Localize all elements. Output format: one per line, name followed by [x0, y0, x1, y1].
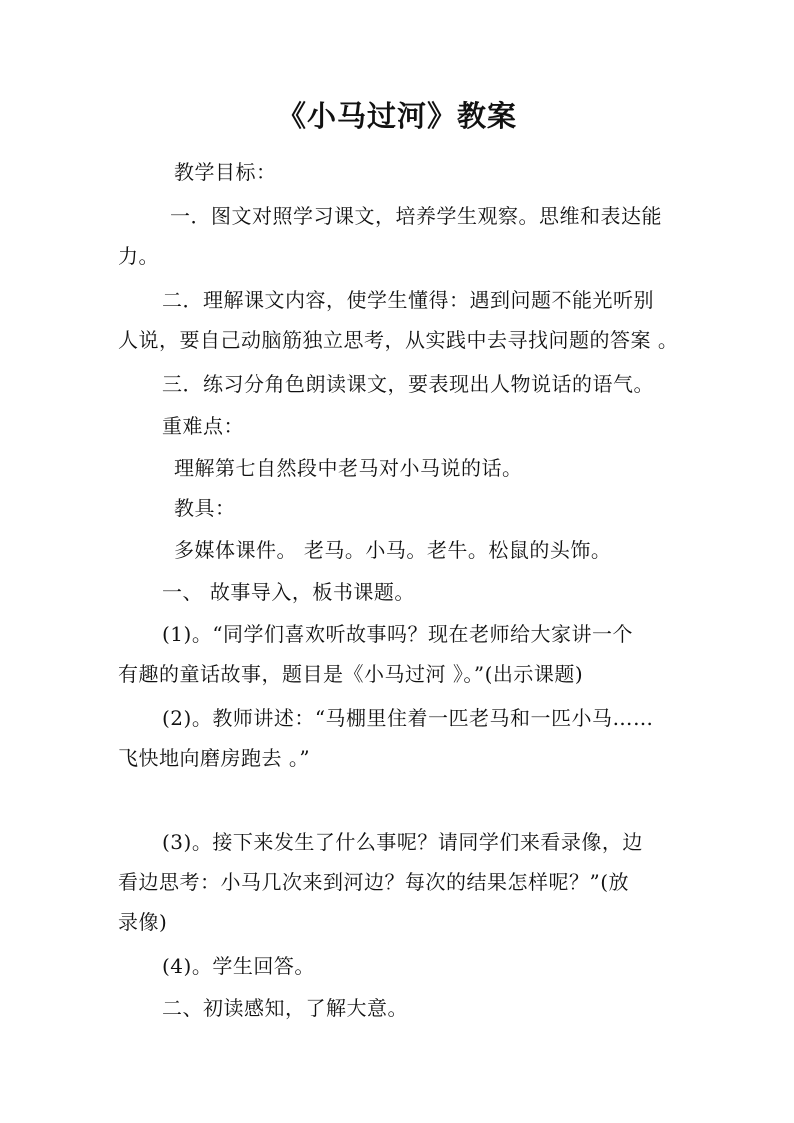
step-1-item-4: (4)。学生回答。 [162, 954, 315, 978]
step-1-item-2-line-2: 飞快地向磨房跑去 。” [118, 746, 311, 770]
section-heading-key-points: 重难点： [162, 414, 244, 438]
step-1-item-3-line-3: 录像) [118, 910, 168, 934]
objective-2-line-2: 人说，要自己动脑筋独立思考，从实践中去寻找问题的答案 。 [118, 328, 679, 352]
document-title: 《小马过河》教案 [276, 99, 517, 133]
objective-1-line-2: 力。 [118, 244, 159, 268]
step-1-item-2-line-1: (2)。教师讲述：“马棚里住着一匹老马和一匹小马…… [162, 706, 654, 730]
step-1-item-1-line-1: (1)。“同学们喜欢听故事吗？现在老师给大家讲一个 [162, 622, 634, 646]
step-1-item-1-line-2: 有趣的童话故事，题目是《小马过河 》。”(出示课题) [118, 662, 584, 686]
step-1-item-3-line-2: 看边思考：小马几次来到河边？每次的结果怎样呢？”(放 [118, 870, 630, 894]
key-point-text: 理解第七自然段中老马对小马说的话。 [174, 456, 523, 480]
step-2-heading: 二、初读感知，了解大意。 [162, 996, 408, 1020]
teaching-aids-text: 多媒体课件。 老马。小马。老牛。松鼠的头饰。 [174, 538, 612, 562]
step-1-heading: 一、 故事导入，板书课题。 [162, 580, 415, 604]
objective-2-line-1: 二．理解课文内容，使学生懂得：遇到问题不能光听别 [162, 288, 654, 312]
objective-3: 三．练习分角色朗读课文，要表现出人物说话的语气。 [162, 372, 654, 396]
section-heading-teaching-aids: 教具： [174, 496, 236, 520]
objective-1-line-1: 一．图文对照学习课文，培养学生观察。思维和表达能 [170, 204, 662, 228]
section-heading-objectives: 教学目标： [174, 160, 277, 184]
step-1-item-3-line-1: (3)。接下来发生了什么事呢？请同学们来看录像，边 [162, 830, 643, 854]
